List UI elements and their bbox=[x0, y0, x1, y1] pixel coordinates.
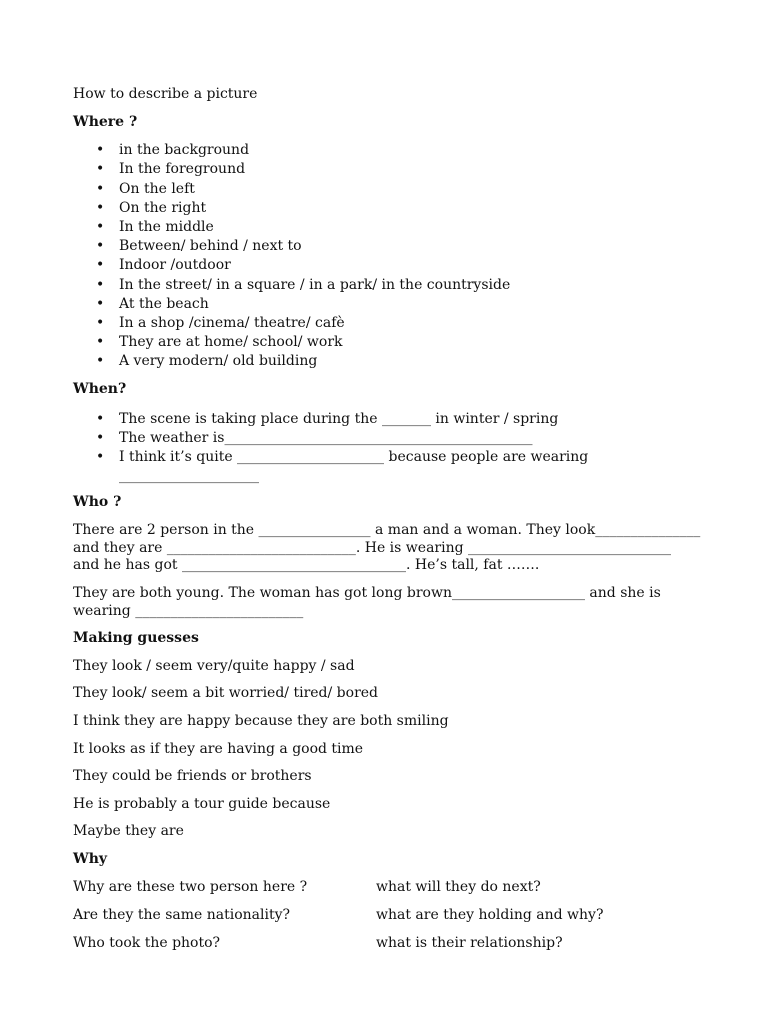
bullet-icon: • bbox=[96, 161, 105, 177]
where-item: in the background bbox=[119, 142, 250, 158]
bullet-icon: • bbox=[96, 315, 105, 331]
where-item: A very modern/ old building bbox=[119, 353, 318, 369]
guess-line: He is probably a tour guide because bbox=[73, 796, 331, 812]
why-question-left: Why are these two person here ? bbox=[73, 879, 308, 895]
where-item: On the left bbox=[119, 181, 195, 197]
bullet-icon: • bbox=[96, 334, 105, 350]
who-heading: Who ? bbox=[73, 494, 122, 510]
guesses-heading: Making guesses bbox=[73, 630, 199, 646]
when-item-continuation: ____________________ bbox=[119, 468, 259, 484]
bullet-icon: • bbox=[96, 200, 105, 216]
where-item: They are at home/ school/ work bbox=[119, 334, 343, 350]
why-question-right: what is their relationship? bbox=[376, 935, 563, 951]
bullet-icon: • bbox=[96, 353, 105, 369]
where-item: In a shop /cinema/ theatre/ cafè bbox=[119, 315, 345, 331]
guess-line: They look/ seem a bit worried/ tired/ bored bbox=[73, 685, 379, 701]
page-title: How to describe a picture bbox=[73, 86, 258, 102]
where-item: In the foreground bbox=[119, 161, 246, 177]
where-item: Between/ behind / next to bbox=[119, 238, 302, 254]
where-item: Indoor /outdoor bbox=[119, 257, 231, 273]
guess-line: Maybe they are bbox=[73, 823, 184, 839]
bullet-icon: • bbox=[96, 181, 105, 197]
why-question-right: what are they holding and why? bbox=[376, 907, 604, 923]
when-item: The scene is taking place during the _______ in winter / spring bbox=[119, 411, 559, 427]
when-item: The weather is____________________________________________ bbox=[119, 430, 533, 446]
why-question-left: Who took the photo? bbox=[73, 935, 221, 951]
who-line: There are 2 person in the ________________ a man and a woman. They look_______________ bbox=[73, 522, 701, 538]
why-heading: Why bbox=[73, 851, 108, 867]
who-line: and they are ___________________________. He is wearing _____________________________ bbox=[73, 540, 672, 556]
bullet-icon: • bbox=[96, 257, 105, 273]
bullet-icon: • bbox=[96, 296, 105, 312]
bullet-icon: • bbox=[96, 238, 105, 254]
when-item: I think it’s quite _____________________ because people are wearing bbox=[119, 449, 589, 465]
who-line: and he has got ________________________________. He’s tall, fat ……. bbox=[73, 557, 540, 573]
why-question-left: Are they the same nationality? bbox=[73, 907, 290, 923]
guess-line: They could be friends or brothers bbox=[73, 768, 312, 784]
bullet-icon: • bbox=[96, 219, 105, 235]
where-heading: Where ? bbox=[73, 114, 138, 130]
where-item: At the beach bbox=[119, 296, 209, 312]
guess-line: I think they are happy because they are both smiling bbox=[73, 713, 449, 729]
bullet-icon: • bbox=[96, 142, 105, 158]
where-item: On the right bbox=[119, 200, 207, 216]
who-line: They are both young. The woman has got long brown___________________ and she is bbox=[73, 585, 661, 601]
bullet-icon: • bbox=[96, 449, 105, 465]
guess-line: They look / seem very/quite happy / sad bbox=[73, 658, 355, 674]
bullet-icon: • bbox=[96, 411, 105, 427]
where-item: In the street/ in a square / in a park/ in the countryside bbox=[119, 277, 511, 293]
who-line: wearing ________________________ bbox=[73, 603, 304, 619]
bullet-icon: • bbox=[96, 430, 105, 446]
why-question-right: what will they do next? bbox=[376, 879, 541, 895]
bullet-icon: • bbox=[96, 277, 105, 293]
guess-line: It looks as if they are having a good time bbox=[73, 741, 364, 757]
when-heading: When? bbox=[73, 381, 127, 397]
where-item: In the middle bbox=[119, 219, 214, 235]
